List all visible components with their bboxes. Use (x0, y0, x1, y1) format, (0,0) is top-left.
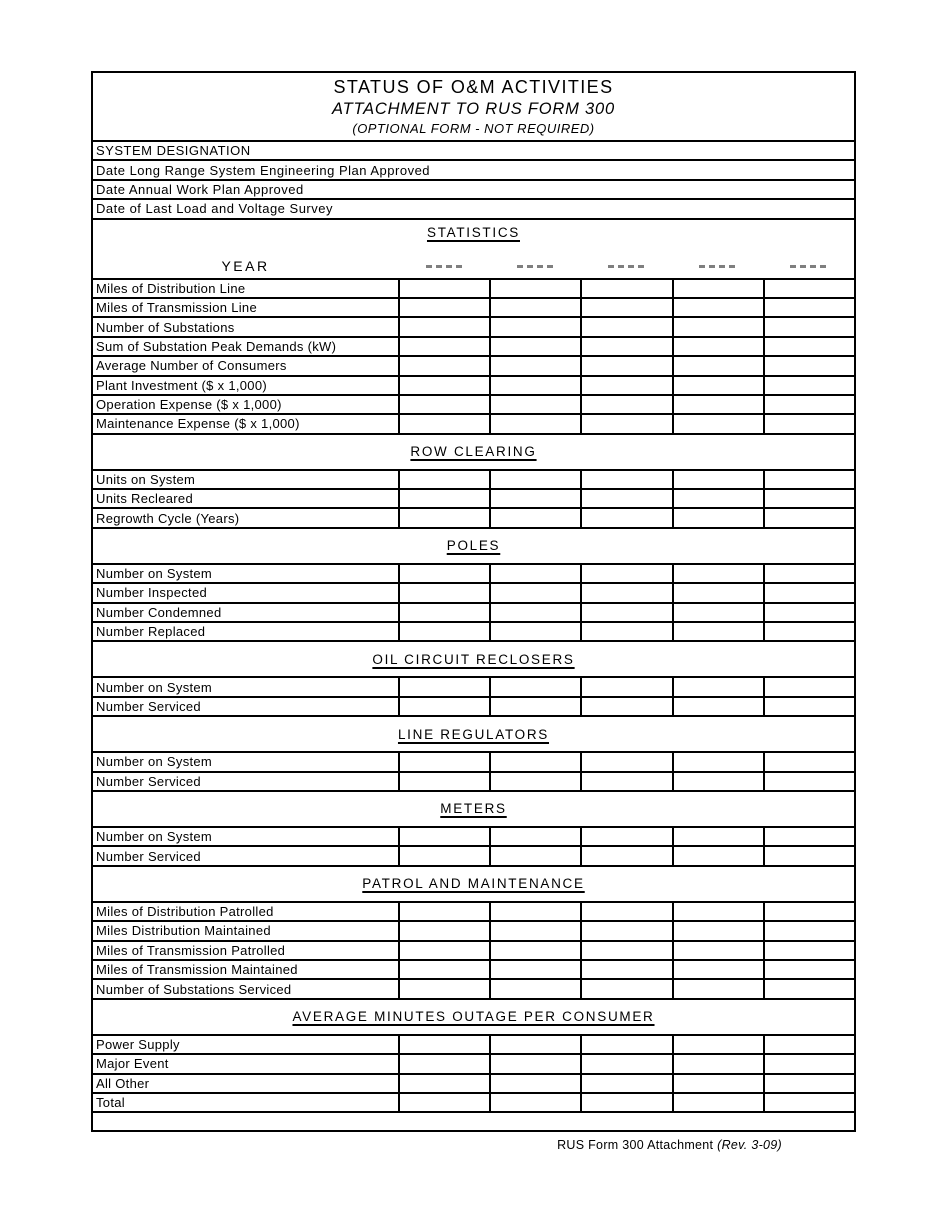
cell-input[interactable] (491, 509, 582, 526)
cell-input[interactable] (491, 1075, 582, 1092)
cell-input[interactable] (491, 1036, 582, 1053)
row-label: Major Event (93, 1055, 400, 1072)
cell-input[interactable] (582, 1094, 673, 1111)
cell-input[interactable] (765, 961, 854, 978)
row-label: Number Serviced (93, 773, 400, 790)
info-row-label: Date of Last Load and Voltage Survey (96, 201, 333, 217)
section-title: METERS (440, 801, 507, 817)
row-number-on-system (93, 753, 854, 772)
cell-input[interactable] (491, 753, 582, 770)
cell-input[interactable] (765, 980, 854, 997)
cell-input[interactable] (491, 377, 582, 394)
cell-input[interactable] (582, 847, 673, 864)
row-label: Power Supply (93, 1036, 400, 1053)
row-number-serviced (93, 847, 854, 866)
cell-input[interactable] (765, 1094, 854, 1111)
info-row-date-of-last-load-and-voltage-survey (93, 200, 854, 219)
section-title: ROW CLEARING (410, 444, 537, 460)
cell-input[interactable] (674, 1075, 765, 1092)
cell-input[interactable] (674, 961, 765, 978)
cell-input[interactable] (400, 903, 491, 920)
cell-input[interactable] (674, 1094, 765, 1111)
cell-input[interactable] (765, 1055, 854, 1072)
row-label: Miles of Transmission Patrolled (93, 942, 400, 959)
cell-input[interactable] (400, 415, 491, 432)
info-row-label: SYSTEM DESIGNATION (96, 143, 251, 159)
info-row-date-long-range-system-engineering-plan-approved (93, 161, 854, 180)
cell-input[interactable] (400, 773, 491, 790)
year-label: YEAR (221, 257, 270, 274)
cell-input[interactable] (765, 1036, 854, 1053)
cell-input[interactable] (491, 961, 582, 978)
cell-input[interactable] (491, 318, 582, 335)
row-number-on-system (93, 828, 854, 847)
bottom-empty-row (93, 1113, 854, 1130)
date-of-last-load-and-voltage-survey-input[interactable] (333, 200, 854, 217)
row-all-other (93, 1075, 854, 1094)
cell-input[interactable] (674, 299, 765, 316)
cell-input[interactable] (400, 338, 491, 355)
form-note: (OPTIONAL FORM - NOT REQUIRED) (352, 121, 595, 136)
row-label: Miles Distribution Maintained (93, 922, 400, 939)
cell-input[interactable] (491, 299, 582, 316)
cell-input[interactable] (400, 490, 491, 507)
cell-input[interactable] (765, 828, 854, 845)
cell-input[interactable] (491, 1094, 582, 1111)
row-plant-investment-x-1-000 (93, 377, 854, 396)
row-number-condemned (93, 604, 854, 623)
section-header-row-clearing (93, 435, 854, 471)
cell-input[interactable] (674, 377, 765, 394)
cell-input[interactable] (582, 753, 673, 770)
cell-input[interactable] (674, 584, 765, 601)
cell-input[interactable] (491, 471, 582, 488)
cell-input[interactable] (400, 509, 491, 526)
cell-input[interactable] (400, 471, 491, 488)
cell-input[interactable] (765, 471, 854, 488)
cell-input[interactable] (400, 678, 491, 695)
row-units-on-system (93, 471, 854, 490)
year-blank-input[interactable] (426, 257, 462, 268)
year-column-1 (398, 255, 489, 273)
cell-input[interactable] (491, 847, 582, 864)
cell-input[interactable] (674, 490, 765, 507)
cell-input[interactable] (400, 698, 491, 715)
row-maintenance-expense-x-1-000 (93, 415, 854, 434)
cell-input[interactable] (582, 357, 673, 374)
row-label: Units on System (93, 471, 400, 488)
cell-input[interactable] (400, 1055, 491, 1072)
cell-input[interactable] (582, 396, 673, 413)
cell-input[interactable] (582, 1055, 673, 1072)
row-label: Number Serviced (93, 698, 400, 715)
section-title: AVERAGE MINUTES OUTAGE PER CONSUMER (292, 1009, 655, 1025)
cell-input[interactable] (400, 1094, 491, 1111)
cell-input[interactable] (491, 698, 582, 715)
date-long-range-system-engineering-plan-approved-input[interactable] (430, 161, 854, 178)
system-designation-input[interactable] (251, 142, 854, 159)
row-label: Number Inspected (93, 584, 400, 601)
section-header-average-minutes-outage-per-consumer (93, 1000, 854, 1036)
cell-input[interactable] (674, 338, 765, 355)
cell-input[interactable] (765, 584, 854, 601)
row-average-number-of-consumers (93, 357, 854, 376)
row-number-serviced (93, 773, 854, 792)
cell-input[interactable] (582, 415, 673, 432)
cell-input[interactable] (582, 678, 673, 695)
row-operation-expense-x-1-000 (93, 396, 854, 415)
info-row-system-designation (93, 142, 854, 161)
sections-container (93, 220, 854, 1114)
row-label: Number Replaced (93, 623, 400, 640)
year-blank-input[interactable] (608, 257, 644, 268)
cell-input[interactable] (765, 922, 854, 939)
cell-input[interactable] (400, 847, 491, 864)
form-footer (91, 1138, 856, 1152)
cell-input[interactable] (491, 490, 582, 507)
cell-input[interactable] (400, 357, 491, 374)
year-column-2 (489, 255, 580, 273)
cell-input[interactable] (765, 357, 854, 374)
section-header-meters (93, 792, 854, 828)
cell-input[interactable] (582, 961, 673, 978)
cell-input[interactable] (400, 1036, 491, 1053)
cell-input[interactable] (674, 942, 765, 959)
cell-input[interactable] (765, 773, 854, 790)
row-label: Regrowth Cycle (Years) (93, 509, 400, 526)
cell-input[interactable] (674, 753, 765, 770)
cell-input[interactable] (491, 828, 582, 845)
row-label: Number of Substations (93, 318, 400, 335)
row-number-serviced (93, 698, 854, 717)
cell-input[interactable] (400, 604, 491, 621)
cell-input[interactable] (765, 847, 854, 864)
cell-input[interactable] (674, 828, 765, 845)
cell-input[interactable] (674, 847, 765, 864)
cell-input[interactable] (765, 338, 854, 355)
row-number-of-substations-serviced (93, 980, 854, 999)
cell-input[interactable] (400, 753, 491, 770)
cell-input[interactable] (491, 565, 582, 582)
footer-text: RUS Form 300 Attachment (557, 1138, 714, 1152)
cell-input[interactable] (400, 396, 491, 413)
cell-input[interactable] (491, 1055, 582, 1072)
section-header-poles (93, 529, 854, 565)
row-label: Maintenance Expense ($ x 1,000) (93, 415, 400, 432)
date-annual-work-plan-approved-input[interactable] (304, 181, 854, 198)
cell-input[interactable] (400, 1075, 491, 1092)
cell-input[interactable] (674, 1055, 765, 1072)
cell-input[interactable] (765, 942, 854, 959)
row-miles-of-transmission-maintained (93, 961, 854, 980)
row-label: Number on System (93, 828, 400, 845)
cell-input[interactable] (674, 698, 765, 715)
cell-input[interactable] (765, 623, 854, 640)
cell-input[interactable] (765, 604, 854, 621)
cell-input[interactable] (765, 698, 854, 715)
section-header-oil-circuit-reclosers (93, 642, 854, 678)
cell-input[interactable] (674, 903, 765, 920)
row-label: Plant Investment ($ x 1,000) (93, 377, 400, 394)
cell-input[interactable] (765, 490, 854, 507)
cell-input[interactable] (400, 565, 491, 582)
row-label: Sum of Substation Peak Demands (kW) (93, 338, 400, 355)
cell-input[interactable] (765, 280, 854, 297)
row-number-on-system (93, 565, 854, 584)
cell-input[interactable] (765, 903, 854, 920)
year-column-5 (763, 255, 854, 273)
cell-input[interactable] (582, 509, 673, 526)
section-title: STATISTICS (426, 224, 520, 240)
cell-input[interactable] (400, 942, 491, 959)
cell-input[interactable] (582, 338, 673, 355)
row-label: Number on System (93, 753, 400, 770)
cell-input[interactable] (582, 299, 673, 316)
row-miles-of-transmission-patrolled (93, 942, 854, 961)
cell-input[interactable] (491, 280, 582, 297)
cell-input[interactable] (674, 922, 765, 939)
form-header (93, 73, 854, 142)
cell-input[interactable] (400, 961, 491, 978)
row-miles-distribution-maintained (93, 922, 854, 941)
row-regrowth-cycle-years (93, 509, 854, 528)
cell-input[interactable] (674, 471, 765, 488)
cell-input[interactable] (400, 299, 491, 316)
row-label: Average Number of Consumers (93, 357, 400, 374)
cell-input[interactable] (582, 942, 673, 959)
cell-input[interactable] (491, 773, 582, 790)
form-subtitle: ATTACHMENT TO RUS FORM 300 (332, 100, 615, 118)
row-label: All Other (93, 1075, 400, 1092)
row-total (93, 1094, 854, 1113)
row-major-event (93, 1055, 854, 1074)
cell-input[interactable] (491, 678, 582, 695)
row-label: Miles of Transmission Line (93, 299, 400, 316)
cell-input[interactable] (674, 415, 765, 432)
row-number-inspected (93, 584, 854, 603)
cell-input[interactable] (491, 396, 582, 413)
cell-input[interactable] (582, 903, 673, 920)
cell-input[interactable] (491, 980, 582, 997)
cell-input[interactable] (674, 773, 765, 790)
info-row-label: Date Annual Work Plan Approved (96, 181, 304, 197)
cell-input[interactable] (765, 753, 854, 770)
cell-input[interactable] (765, 415, 854, 432)
section-title: POLES (446, 538, 501, 554)
cell-input[interactable] (674, 396, 765, 413)
cell-input[interactable] (400, 828, 491, 845)
footer-revision: (Rev. 3-09) (717, 1138, 782, 1152)
year-blank-input[interactable] (699, 257, 735, 268)
cell-input[interactable] (491, 357, 582, 374)
row-number-on-system (93, 678, 854, 697)
row-label: Number on System (93, 565, 400, 582)
cell-input[interactable] (491, 338, 582, 355)
year-blank-input[interactable] (517, 257, 553, 268)
row-number-replaced (93, 623, 854, 642)
cell-input[interactable] (400, 377, 491, 394)
cell-input[interactable] (582, 828, 673, 845)
section-header-line-regulators (93, 717, 854, 753)
cell-input[interactable] (491, 942, 582, 959)
row-label: Miles of Distribution Patrolled (93, 903, 400, 920)
cell-input[interactable] (765, 678, 854, 695)
cell-input[interactable] (674, 980, 765, 997)
cell-input[interactable] (674, 1036, 765, 1053)
cell-input[interactable] (582, 280, 673, 297)
year-column-3 (580, 255, 671, 273)
form-title: STATUS OF O&M ACTIVITIES (333, 77, 614, 97)
cell-input[interactable] (400, 980, 491, 997)
section-header-patrol-and-maintenance (93, 867, 854, 903)
cell-input[interactable] (674, 318, 765, 335)
section-header-statistics (93, 220, 854, 280)
cell-input[interactable] (400, 584, 491, 601)
cell-input[interactable] (582, 565, 673, 582)
cell-input[interactable] (582, 623, 673, 640)
row-label: Number Serviced (93, 847, 400, 864)
cell-input[interactable] (491, 623, 582, 640)
cell-input[interactable] (400, 280, 491, 297)
cell-input[interactable] (582, 980, 673, 997)
row-label: Operation Expense ($ x 1,000) (93, 396, 400, 413)
cell-input[interactable] (674, 565, 765, 582)
row-label: Number on System (93, 678, 400, 695)
cell-input[interactable] (582, 1036, 673, 1053)
year-column-4 (672, 255, 763, 273)
cell-input[interactable] (491, 415, 582, 432)
cell-input[interactable] (582, 584, 673, 601)
cell-input[interactable] (674, 623, 765, 640)
cell-input[interactable] (765, 396, 854, 413)
cell-input[interactable] (765, 318, 854, 335)
cell-input[interactable] (582, 490, 673, 507)
cell-input[interactable] (582, 377, 673, 394)
cell-input[interactable] (400, 623, 491, 640)
cell-input[interactable] (491, 604, 582, 621)
cell-input[interactable] (765, 1075, 854, 1092)
row-label: Number Condemned (93, 604, 400, 621)
year-blank-input[interactable] (790, 257, 826, 268)
section-title: PATROL AND MAINTENANCE (362, 876, 585, 892)
cell-input[interactable] (582, 698, 673, 715)
row-label: Miles of Transmission Maintained (93, 961, 400, 978)
cell-input[interactable] (582, 1075, 673, 1092)
info-row-label: Date Long Range System Engineering Plan Approved (96, 162, 431, 178)
row-miles-of-transmission-line (93, 299, 854, 318)
row-power-supply (93, 1036, 854, 1055)
year-row (93, 240, 854, 278)
cell-input[interactable] (674, 280, 765, 297)
section-title: OIL CIRCUIT RECLOSERS (372, 651, 575, 667)
cell-input[interactable] (491, 903, 582, 920)
info-row-date-annual-work-plan-approved (93, 181, 854, 200)
row-label: Number of Substations Serviced (93, 980, 400, 997)
row-sum-of-substation-peak-demands-kw (93, 338, 854, 357)
row-units-recleared (93, 490, 854, 509)
cell-input[interactable] (582, 318, 673, 335)
cell-input[interactable] (674, 357, 765, 374)
row-label: Units Recleared (93, 490, 400, 507)
cell-input[interactable] (491, 922, 582, 939)
cell-input[interactable] (400, 318, 491, 335)
cell-input[interactable] (674, 604, 765, 621)
cell-input[interactable] (582, 773, 673, 790)
cell-input[interactable] (765, 509, 854, 526)
cell-input[interactable] (582, 922, 673, 939)
row-number-of-substations (93, 318, 854, 337)
cell-input[interactable] (765, 565, 854, 582)
info-rows-container (93, 142, 854, 220)
cell-input[interactable] (491, 584, 582, 601)
row-label: Miles of Distribution Line (93, 280, 400, 297)
section-title: LINE REGULATORS (397, 726, 550, 742)
cell-input[interactable] (400, 922, 491, 939)
row-miles-of-distribution-patrolled (93, 903, 854, 922)
row-miles-of-distribution-line (93, 280, 854, 299)
row-label: Total (93, 1094, 400, 1111)
cell-input[interactable] (765, 299, 854, 316)
cell-input[interactable] (674, 678, 765, 695)
om-activities-form (91, 71, 856, 1132)
cell-input[interactable] (582, 471, 673, 488)
cell-input[interactable] (582, 604, 673, 621)
cell-input[interactable] (765, 377, 854, 394)
cell-input[interactable] (674, 509, 765, 526)
